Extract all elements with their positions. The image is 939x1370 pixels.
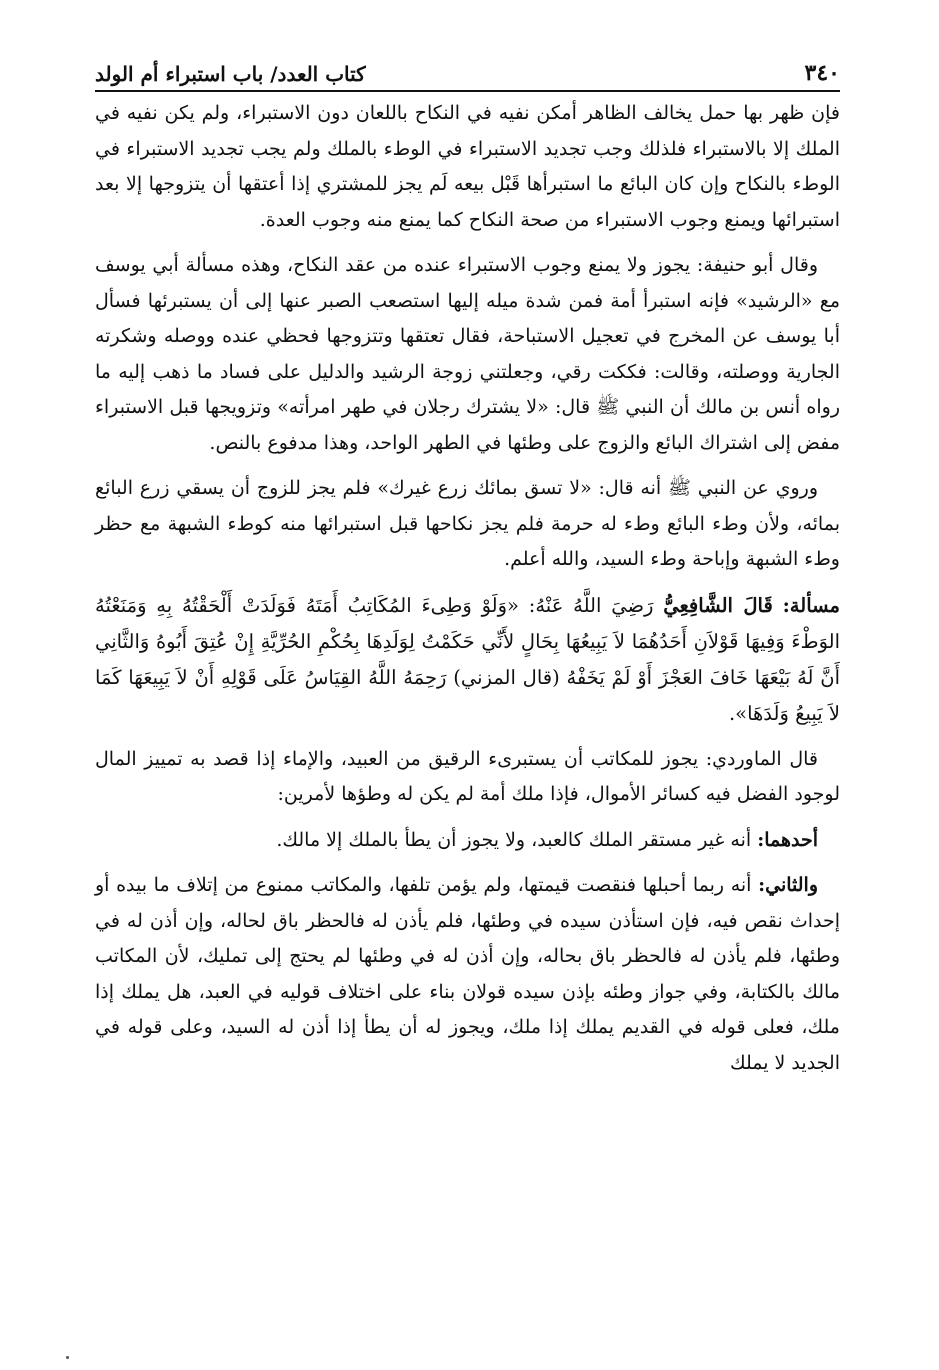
paragraph-1 <box>95 96 840 238</box>
paragraph-text: فإن ظهر بها حمل يخالف الظاهر أمكن نفيه في النكاح باللعان دون الاستبراء، ولم يكن نفيه في الملك إلا بالاستبراء فلذلك وجب تجديد الاستبراء في الوطء بالملك ولم يجب تجديد الاستبراء في الوطء بالنكاح وإن كان البائع ما استبرأها قَبْل بيعه لَم يجز للمشتري إذا أعتقها أن يتزوجها إلا بعد استبرائها ويمنع وجوب الاستبراء من صحة النكاح كما يمنع منه وجوب العدة. <box>95 102 840 231</box>
paragraph-text: قال الماوردي: يجوز للمكاتب أن يستبرىء الرقيق من العبيد، والإماء إذا قصد به تمييز المال لوجود الفضل فيه كسائر الأموال، فإذا ملك أمة لم يكن له وطؤها لأمرين: <box>95 747 840 805</box>
paragraph-3 <box>95 471 840 578</box>
masala-paragraph <box>95 588 840 732</box>
paragraph-6 <box>95 823 840 859</box>
paragraph-text: وروي عن النبي ﷺ أنه قال: «لا تسق بمائك زرع غيرك» فلم يجز للزوج أن يسقي زرع البائع بمائه، ولأن وطء البائع وطء له حرمة فلم يجز نكاحها قبل استبرائها منه كوطء الشبهة مع حظر وطء الشبهة وإباحة وطء السيد، والله أعلم. <box>95 477 840 570</box>
running-header <box>95 56 840 92</box>
paragraph-text: أنه غير مستقر الملك كالعبد، ولا يجوز أن يطأ بالملك إلا مالك. <box>276 828 752 851</box>
book-page <box>95 56 840 1091</box>
chapter-title: كتاب العدد/ باب استبراء أم الولد <box>95 62 366 86</box>
body-text <box>95 96 840 1081</box>
paragraph-text: أنه ربما أحبلها فنقصت قيمتها، ولم يؤمن تلفها، والمكاتب ممنوع من إتلاف ما بيده أو إحداث نقص فيه، فإن استأذن سيده في وطئها، فلم يأذن له فالحظر باق لحاله، وإن أذن له في وطئها، فلم يأذن له فالحظر باق بحاله، وإن أذن له في وطئها لم يحتج إلى تمليك، لأن المكاتب مالك بالكتابة، وفي جواز وطئه بإذن سيده قولان بناء على اختلاف قوليه في العبد، هل يملك إذا ملك، فعلى قوله في القديم يملك إذا ملك، ويجوز له أن يطأ إذا أذن له السيد، وعلى قوله في الجديد لا يملك <box>95 874 840 1074</box>
point-label: والثاني: <box>758 874 819 896</box>
masala-lead: قَالَ الشَّافِعِيُّ <box>663 593 773 617</box>
page-number: ٣٤٠ <box>804 60 840 86</box>
scan-speck <box>66 1356 69 1359</box>
paragraph-text: وقال أبو حنيفة: يجوز ولا يمنع وجوب الاستبراء عنده من عقد النكاح، وهذه مسألة أبي يوسف مع «الرشيد» فإنه استبرأ أمة فمن شدة ميله إليها استصعب الصبر عنها إلى أن يستبرئها فسأل أبا يوسف عن المخرج في تعجيل الاستباحة، فقال تعتقها وتتزوجها فحظي عنده ووصله وشكرته الجارية ووصلته، وقالت: فككت رقي، وجعلتني زوجة الرشيد والدليل على فساد ما ذهب إليه ما رواه أنس بن مالك أن النبي ﷺ قال: «لا يشترك رجلان في طهر امرأته» وتزويجها قبل الاستبراء مفض إلى اشتراك البائع والزوج على وطئها في الطهر الواحد، وهذا مدفوع بالنص. <box>95 254 840 454</box>
paragraph-2 <box>95 248 840 461</box>
paragraph-5 <box>95 742 840 813</box>
masala-text: رَضِيَ اللَّهُ عَنْهُ: «وَلَوْ وَطِىءَ المُكَاتِبُ أَمَتَهُ فَوَلَدَتْ أَلْحَقْتُهُ بِهِ وَمَنَعْتُهُ الوَطْءَ وَفِيهَا قَوْلاَنِ أَحَدُهُمَا لاَ يَبِيعُهَا بِحَالٍ لأَنِّي حَكَمْتُ لِوَلَدِهَا بِحُكْمِ الحُرِّيَّةِ إِنْ عُتِقَ أَبُوهُ وَالثَّانِي أَنَّ لَهُ بَيْعَهَا خَافَ العَجْزَ أَوْ لَمْ يَخَفْهُ (قال المزني) رَحِمَهُ اللَّهُ القِيَاسُ عَلَى قَوْلِهِ أَنْ لاَ يَبِيعَهَا كَمَا لاَ يَبِيعُ وَلَدَهَا». <box>95 593 840 725</box>
paragraph-7 <box>95 868 840 1081</box>
masala-label: مسألة: <box>782 593 840 617</box>
point-label: أحدهما: <box>757 828 818 851</box>
